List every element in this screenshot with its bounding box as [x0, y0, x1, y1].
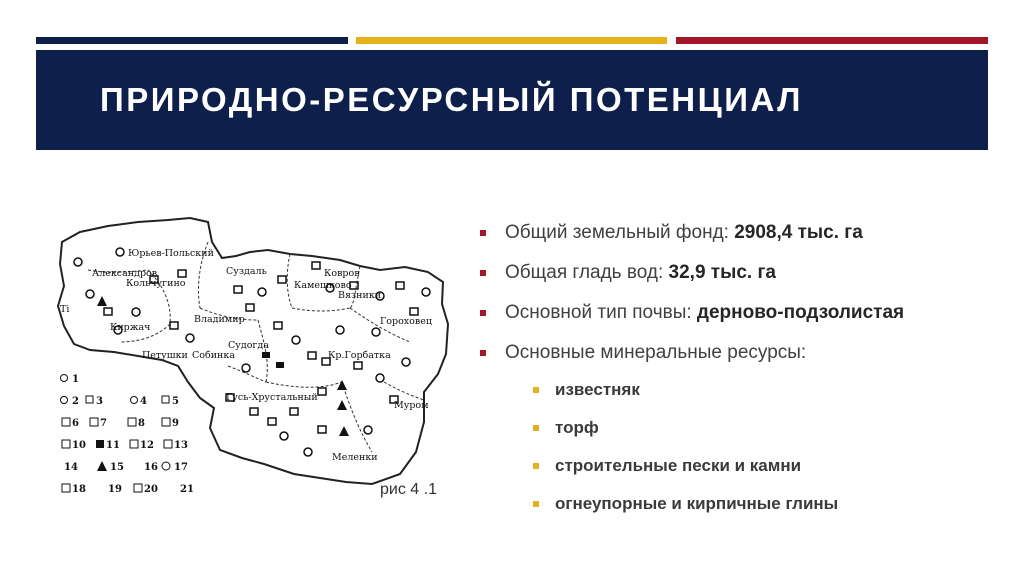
svg-text:8: 8: [138, 418, 145, 429]
resource-item: [533, 492, 838, 530]
svg-text:4: 4: [140, 396, 147, 407]
fact-label: Основные минеральные ресурсы:: [505, 342, 807, 363]
svg-text:7: 7: [100, 418, 107, 429]
town-label: Ковров: [324, 268, 360, 279]
accent-bar-navy: [36, 37, 348, 44]
map-legend: [61, 374, 194, 495]
resource-item: [533, 454, 838, 492]
town-label: Собинка: [192, 350, 235, 361]
resource-label: строительные пески и камни: [555, 456, 802, 475]
resource-label: огнеупорные и кирпичные глины: [555, 494, 839, 513]
resource-item: [533, 378, 838, 416]
town-label: Суздаль: [226, 266, 267, 277]
svg-text:14: 14: [64, 462, 78, 473]
figure-caption: рис 4 .1: [380, 481, 437, 498]
svg-text:9: 9: [172, 418, 179, 429]
svg-text:1: 1: [72, 374, 79, 385]
resource-item: [533, 416, 838, 454]
town-label: Кольчугино: [126, 278, 186, 289]
svg-text:19: 19: [108, 484, 122, 495]
svg-text:10: 10: [72, 440, 86, 451]
svg-text:5: 5: [172, 396, 179, 407]
bullet-marker: [480, 230, 486, 236]
svg-text:16: 16: [144, 462, 158, 473]
region-map: [50, 212, 465, 512]
svg-text:21: 21: [180, 484, 194, 495]
sub-bullet-marker: [533, 425, 539, 431]
svg-text:15: 15: [110, 462, 124, 473]
svg-text:11: 11: [106, 440, 120, 451]
facts-list: [480, 220, 1000, 380]
town-label: Владимир: [194, 314, 245, 325]
town-label: Меленки: [332, 452, 378, 463]
town-label: Петушки: [142, 350, 188, 361]
fact-label: Общая гладь вод:: [505, 262, 669, 283]
town-label: Камешково: [294, 280, 352, 291]
fact-item: [480, 300, 1000, 340]
resource-label: известняк: [555, 380, 640, 399]
fact-label: Общий земельный фонд:: [505, 222, 735, 243]
bullet-marker: [480, 270, 486, 276]
svg-text:2: 2: [72, 396, 79, 407]
town-label: Гусь-Хрустальный: [226, 392, 318, 403]
town-label: Муром: [394, 400, 429, 411]
sub-bullet-marker: [533, 463, 539, 469]
resources-list: [533, 378, 838, 530]
fact-value: дерново-подзолистая: [696, 302, 905, 323]
slide-title: ПРИРОДНО-РЕСУРСНЫЙ ПОТЕНЦИАЛ: [100, 81, 803, 118]
resource-label: торф: [555, 418, 599, 437]
fact-value: 32,9 тыс. га: [668, 262, 776, 283]
svg-text:13: 13: [174, 440, 188, 451]
town-label: Вязники: [338, 290, 382, 301]
svg-text:12: 12: [140, 440, 154, 451]
town-label: Судогда: [228, 340, 269, 351]
sub-bullet-marker: [533, 387, 539, 393]
fact-item: [480, 220, 1000, 260]
town-label: Киржач: [110, 322, 151, 333]
town-label: Александров: [92, 268, 158, 279]
svg-text:18: 18: [72, 484, 86, 495]
fact-item: [480, 260, 1000, 300]
sub-bullet-marker: [533, 501, 539, 507]
accent-bar-red: [676, 37, 988, 44]
town-label: Кр.Горбатка: [328, 350, 391, 361]
svg-text:6: 6: [72, 418, 79, 429]
town-label: Юрьев-Польский: [128, 248, 214, 259]
svg-text:20: 20: [144, 484, 158, 495]
town-label: Ti: [60, 304, 70, 315]
bullet-marker: [480, 350, 486, 356]
fact-label: Основной тип почвы:: [505, 302, 697, 323]
title-band: [36, 50, 988, 150]
fact-value: 2908,4 тыс. га: [734, 222, 863, 243]
svg-text:3: 3: [96, 396, 103, 407]
svg-text:17: 17: [174, 462, 188, 473]
bullet-marker: [480, 310, 486, 316]
fact-item: [480, 340, 1000, 380]
town-labels: [60, 248, 432, 463]
accent-bar-gold: [356, 37, 667, 44]
town-label: Гороховец: [380, 316, 432, 327]
